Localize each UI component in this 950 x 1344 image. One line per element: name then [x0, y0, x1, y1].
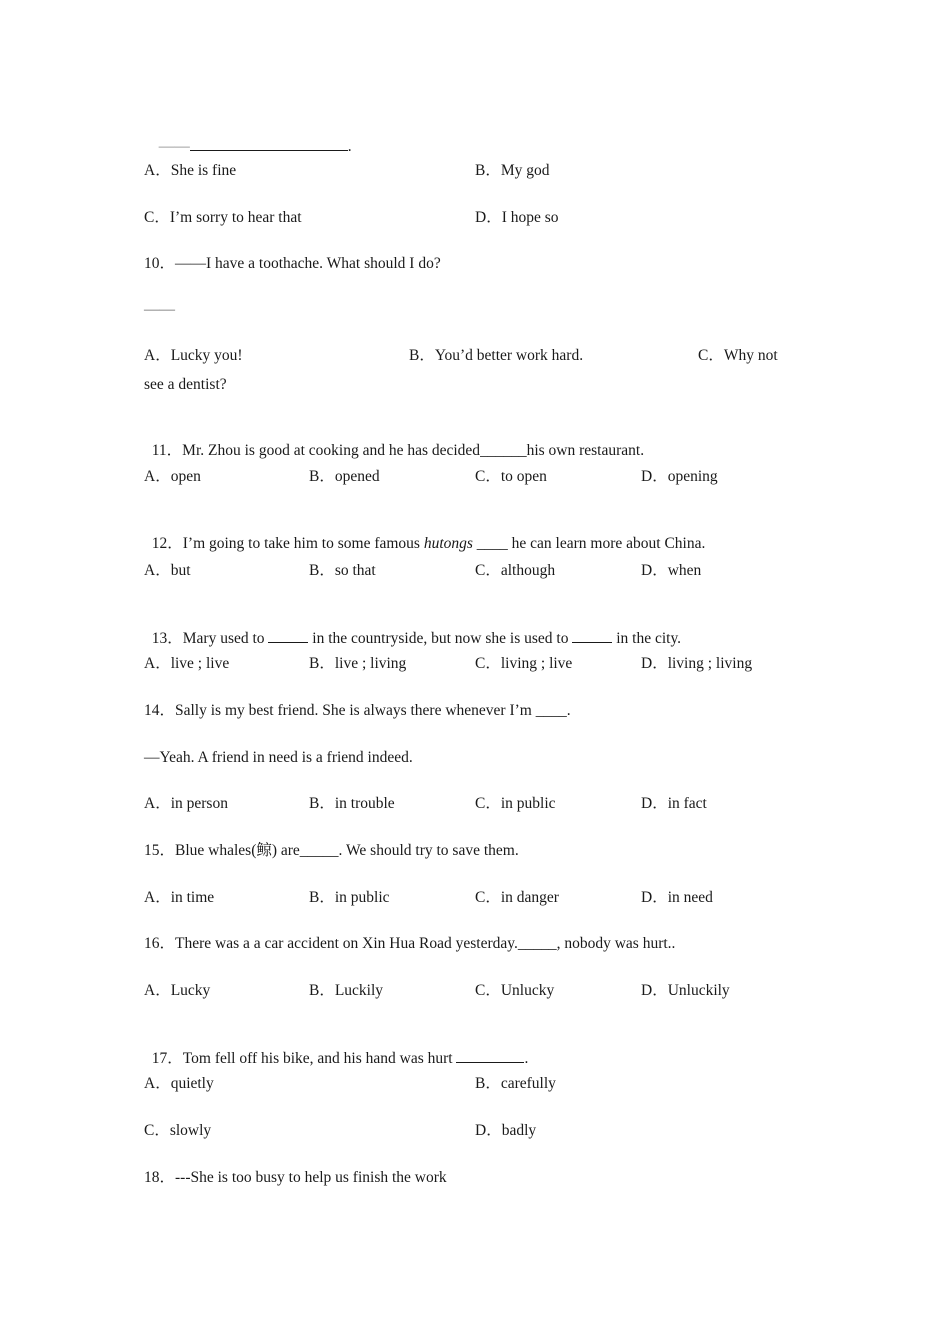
- q11-stem-after: his own restaurant.: [526, 442, 645, 459]
- q13-blank-1: [268, 628, 308, 643]
- q12-option-d: D．when: [641, 562, 702, 579]
- q12-option-a: A．but: [144, 562, 191, 579]
- q10-option-b: B．You’d better work hard.: [409, 347, 584, 364]
- q13-option-b: B．live ; living: [309, 655, 407, 672]
- q16-option-b: B．Luckily: [309, 982, 384, 999]
- q9-answer-line: [151, 116, 352, 157]
- q17-stem: [144, 1028, 528, 1069]
- q11-stem-before: 11．Mr. Zhou is good at cooking and he has decided: [151, 442, 481, 459]
- q11-option-c: C．to open: [475, 468, 547, 485]
- q12-stem: [144, 514, 705, 554]
- q9-option-b: B．My god: [475, 162, 550, 179]
- q13-option-c: C．living ; live: [475, 655, 573, 672]
- q9-option-d: D．I hope so: [475, 209, 559, 226]
- q14-option-d: D．in fact: [641, 795, 707, 812]
- q13-stem: [144, 608, 681, 649]
- q11-stem: [144, 421, 644, 461]
- q10-option-c-wrap: see a dentist?: [144, 376, 227, 393]
- q13-option-a: A．live ; live: [144, 655, 230, 672]
- q9-answer-prefix: ——: [158, 138, 190, 155]
- q12-stem-before: 12．I’m going to take him to some famous: [151, 535, 424, 552]
- q12-stem-after: he can learn more about China.: [511, 535, 706, 552]
- q12-blank: ____: [472, 535, 512, 552]
- q17-option-b: B．carefully: [475, 1075, 556, 1092]
- q16-option-a: A．Lucky: [144, 982, 211, 999]
- q17-option-a: A．quietly: [144, 1075, 214, 1092]
- q13-blank-2: [572, 628, 612, 643]
- q17-stem-before: 17．Tom fell off his bike, and his hand was hurt: [151, 1050, 457, 1067]
- q18-stem: 18．---She is too busy to help us finish the work: [144, 1169, 447, 1186]
- q17-blank: [456, 1048, 524, 1063]
- q11-option-d: D．opening: [641, 468, 718, 485]
- q13-option-d: D．living ; living: [641, 655, 753, 672]
- q13-stem-part1: 13．Mary used to: [151, 630, 269, 647]
- q11-option-a: A．open: [144, 468, 201, 485]
- q9-option-a: A．She is fine: [144, 162, 237, 179]
- q17-option-c: C．slowly: [144, 1122, 212, 1139]
- q12-option-b: B．so that: [309, 562, 376, 579]
- q10-option-c: C．Why not: [698, 347, 778, 364]
- q10-stem: 10．——I have a toothache. What should I do?: [144, 255, 441, 272]
- q16-option-c: C．Unlucky: [475, 982, 555, 999]
- q14-stem: 14．Sally is my best friend. She is always there whenever I’m ____.: [144, 702, 571, 719]
- q11-option-b: B．opened: [309, 468, 380, 485]
- q16-stem: 16．There was a a car accident on Xin Hua Road yesterday._____, nobody was hurt..: [144, 935, 676, 952]
- q14-option-b: B．in trouble: [309, 795, 395, 812]
- q12-option-c: C．although: [475, 562, 556, 579]
- q10-option-a: A．Lucky you!: [144, 347, 243, 364]
- q17-option-d: D．badly: [475, 1122, 537, 1139]
- q12-italic-word: hutongs: [423, 535, 473, 552]
- q15-option-a: A．in time: [144, 889, 215, 906]
- q16-option-d: D．Unluckily: [641, 982, 730, 999]
- q13-stem-part3: in the city.: [612, 630, 682, 647]
- q9-option-c: C．I’m sorry to hear that: [144, 209, 302, 226]
- q9-answer-suffix: .: [347, 138, 352, 155]
- q9-blank: [190, 136, 348, 151]
- q17-stem-after: .: [524, 1050, 529, 1067]
- q14-option-a: A．in person: [144, 795, 228, 812]
- q14-reply: —Yeah. A friend in need is a friend indeed.: [144, 749, 413, 766]
- q15-stem: 15．Blue whales(鲸) are_____. We should try to save them.: [144, 842, 519, 859]
- q15-option-c: C．in danger: [475, 889, 559, 906]
- q15-option-d: D．in need: [641, 889, 713, 906]
- q15-option-b: B．in public: [309, 889, 390, 906]
- q10-answer-line: ——: [144, 301, 175, 318]
- q11-blank: ______: [480, 442, 527, 459]
- q14-option-c: C．in public: [475, 795, 556, 812]
- q13-stem-part2: in the countryside, but now she is used to: [308, 630, 573, 647]
